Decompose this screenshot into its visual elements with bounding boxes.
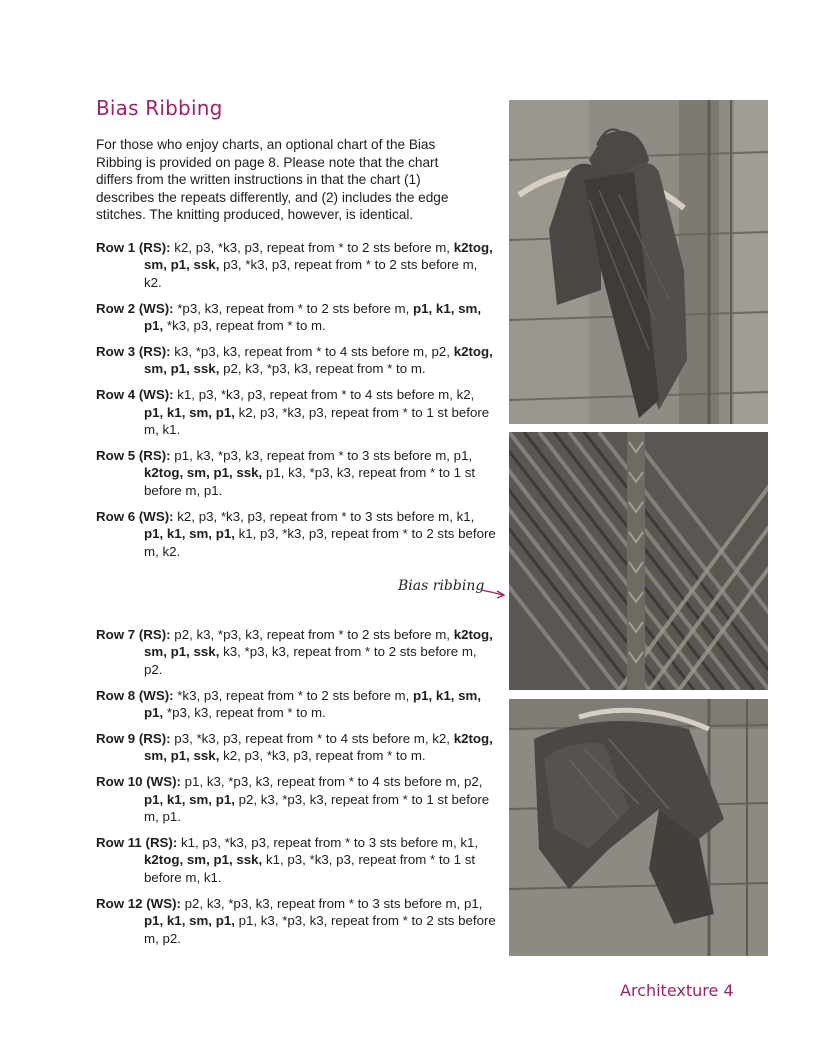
photo-scarf-draped: [509, 699, 768, 956]
row-instruction: Row 5 (RS): p1, k3, *p3, k3, repeat from * to 3 sts before m, p1, k2tog, sm, p1, ssk, p1, k3, *p3, k3, repeat from * to 1 st before m, p1.: [96, 448, 476, 498]
row-instruction: Row 1 (RS): k2, p3, *k3, p3, repeat from * to 2 sts before m, k2tog, sm, p1, ssk, p3, *k3, p3, repeat from * to 2 sts before m, k2.: [96, 240, 493, 290]
row-instruction: Row 9 (RS): p3, *k3, p3, repeat from * to 4 sts before m, k2, k2tog, sm, p1, ssk, k2, p3, *k3, p3, repeat from * to m.: [96, 731, 493, 764]
row-instruction: Row 4 (WS): k1, p3, *k3, p3, repeat from * to 4 sts before m, k2, p1, k1, sm, p1, k2, p3, *k3, p3, repeat from * to 1 st before m, k1.: [96, 387, 490, 438]
row-instruction: Row 12 (WS): p2, k3, *p3, k3, repeat from * to 3 sts before m, p1, p1, k1, sm, p1, p1, k3, *p3, k3, repeat from * to 2 sts before m, p2.: [96, 895, 496, 946]
row-instruction: Row 10 (WS): p1, k3, *p3, k3, repeat from * to 4 sts before m, p2, p1, k1, sm, p1, p2, k3, *p3, k3, repeat from * to 1 st before m, p1.: [96, 774, 490, 825]
row-instruction: Row 11 (RS): k1, p3, *k3, p3, repeat from * to 3 sts before m, k1, k2tog, sm, p1, ssk, k1, p3, *k3, p3, repeat from * to 1 st before m, k1.: [96, 835, 479, 885]
row-instruction: Row 2 (WS): *p3, k3, repeat from * to 2 sts before m, p1, k1, sm, p1, *k3, p3, repeat from * to m.: [96, 300, 482, 334]
row-instruction: Row 7 (RS): p2, k3, *p3, k3, repeat from * to 2 sts before m, k2tog, sm, p1, ssk, k3, *p3, k3, repeat from * to 2 sts before m, p2.: [96, 627, 493, 677]
row-instructions-part-2: [96, 626, 496, 956]
row-instruction: Row 8 (WS): *k3, p3, repeat from * to 2 sts before m, p1, k1, sm, p1, *p3, k3, repeat from * to m.: [96, 687, 482, 721]
intro-paragraph: For those who enjoy charts, an optional chart of the Bias Ribbing is provided on page 8. Please note that the chart differs from the written instructions in that the chart (1) describes the repeats differently, and (2) includes the edge stitches. The knitting produced, however, is identical.: [96, 137, 449, 223]
bias-ribbing-callout: Bias ribbing: [398, 578, 485, 594]
section-heading: Bias Ribbing: [96, 96, 223, 120]
callout-arrow-icon: [480, 586, 506, 600]
photo-scarf-hanging: [509, 100, 768, 424]
page-footer: Architexture 4: [620, 981, 734, 1000]
row-instructions-part-1: [96, 239, 496, 569]
row-instruction: Row 3 (RS): k3, *p3, k3, repeat from * to 4 sts before m, p2, k2tog, sm, p1, ssk, p2, k3, *p3, k3, repeat from * to m.: [96, 344, 493, 377]
row-instruction: Row 6 (WS): k2, p3, *k3, p3, repeat from * to 3 sts before m, k1, p1, k1, sm, p1, k1, p3, *k3, p3, repeat from * to 2 sts before m, k2.: [96, 508, 496, 559]
photo-bias-ribbing-closeup: [509, 432, 768, 690]
